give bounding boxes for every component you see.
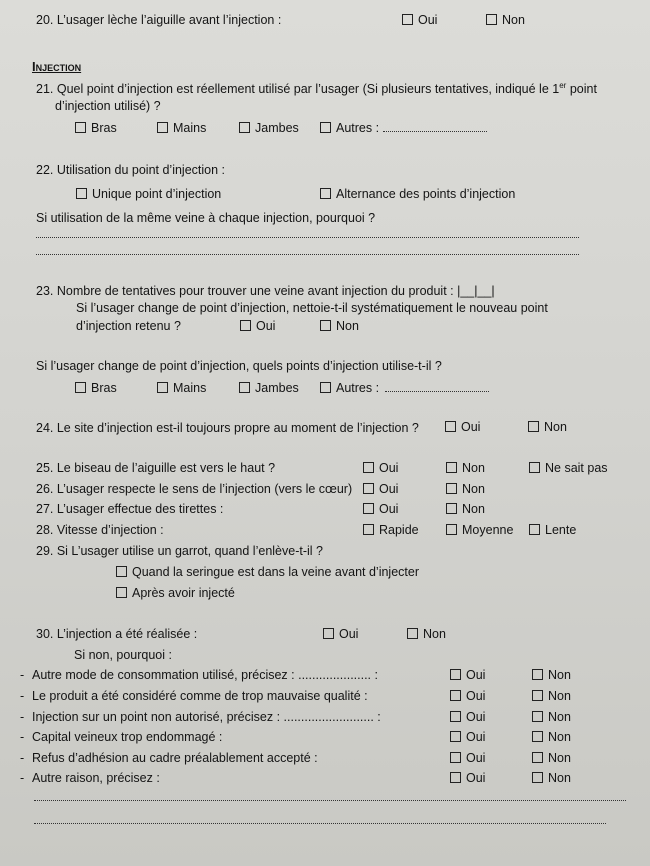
option-label: Oui xyxy=(461,420,481,434)
q24-oui[interactable] xyxy=(445,419,480,435)
option-label: Ne sait pas xyxy=(545,461,608,475)
checkbox[interactable] xyxy=(402,14,413,25)
option-label: Jambes xyxy=(255,381,299,395)
reason-non[interactable] xyxy=(532,750,571,766)
checkbox[interactable] xyxy=(532,731,543,742)
reason-label: Refus d’adhésion au cadre préalablement accepté : xyxy=(32,751,318,765)
checkbox[interactable] xyxy=(445,421,456,432)
list-bullet: - xyxy=(20,689,25,703)
reason-label: Le produit a été considéré comme de trop mauvaise qualité : xyxy=(32,689,368,703)
q30-non[interactable] xyxy=(407,626,446,642)
list-bullet: - xyxy=(20,710,25,724)
option-label: Non xyxy=(548,751,571,765)
checkbox[interactable] xyxy=(450,752,461,763)
option-label: Quand la seringue est dans la veine avant d’injecter xyxy=(132,565,419,579)
q27-text: 27. L’usager effectue des tirettes : xyxy=(36,502,224,516)
reason-non[interactable] xyxy=(532,667,571,683)
reason-label: Capital veineux trop endommagé : xyxy=(32,730,223,744)
q23-sub1: Si l’usager change de point d’injection, nettoie-t-il systématiquement le nouveau point xyxy=(76,301,548,315)
q30-answer-line2[interactable] xyxy=(34,823,606,824)
checkbox[interactable] xyxy=(450,772,461,783)
option-label: Lente xyxy=(545,523,577,537)
reason-label: Autre raison, précisez : xyxy=(32,771,160,785)
q28-text: 28. Vitesse d’injection : xyxy=(36,523,164,537)
checkbox[interactable] xyxy=(446,503,457,514)
q28-rapide[interactable] xyxy=(363,522,419,538)
option-label: Non xyxy=(548,689,571,703)
option-label: Non xyxy=(462,461,485,475)
checkbox[interactable] xyxy=(486,14,497,25)
q26-non[interactable] xyxy=(446,481,485,497)
reason-non[interactable] xyxy=(532,709,571,725)
q30-answer-line1[interactable] xyxy=(34,800,626,801)
list-bullet: - xyxy=(20,668,25,682)
option-label: Oui xyxy=(379,461,399,475)
q23-jambes[interactable] xyxy=(239,380,299,396)
q21-autres-field[interactable] xyxy=(383,131,487,132)
q21-jambes[interactable] xyxy=(239,120,299,136)
q21-autres[interactable] xyxy=(320,120,379,136)
q28-lente[interactable] xyxy=(529,522,576,538)
option-label: point xyxy=(566,82,597,96)
reason-label: Autre mode de consommation utilisé, précisez : ..................... : xyxy=(32,668,378,682)
checkbox[interactable] xyxy=(240,320,251,331)
reason-non[interactable] xyxy=(532,770,571,786)
option-label: Autres : xyxy=(336,381,380,395)
checkbox[interactable] xyxy=(450,731,461,742)
q25-oui[interactable] xyxy=(363,460,398,476)
checkbox[interactable] xyxy=(529,524,540,535)
q23-non[interactable] xyxy=(320,318,359,334)
q23-mains[interactable] xyxy=(157,380,206,396)
checkbox[interactable] xyxy=(532,690,543,701)
option-label: Unique point d’injection xyxy=(92,187,222,201)
q27-non[interactable] xyxy=(446,501,485,517)
checkbox[interactable] xyxy=(116,587,127,598)
checkbox[interactable] xyxy=(320,382,331,393)
option-label: Non xyxy=(462,502,485,516)
checkbox[interactable] xyxy=(76,188,87,199)
q23-text: 23. Nombre de tentatives pour trouver une veine avant injection du produit : |__|__| xyxy=(36,284,495,298)
option-label: Non xyxy=(423,627,446,641)
checkbox[interactable] xyxy=(239,122,250,133)
q29-opt2[interactable] xyxy=(116,585,235,601)
option-label: Non xyxy=(548,771,571,785)
q23-bras[interactable] xyxy=(75,380,117,396)
q22-unique[interactable] xyxy=(76,186,221,202)
option-label: Non xyxy=(548,668,571,682)
checkbox[interactable] xyxy=(532,772,543,783)
option-label: er xyxy=(559,80,567,90)
option-label: Oui xyxy=(339,627,359,641)
q27-oui[interactable] xyxy=(363,501,398,517)
option-label: Oui xyxy=(379,502,399,516)
checkbox[interactable] xyxy=(528,421,539,432)
option-label: Oui xyxy=(466,730,486,744)
option-label: Oui xyxy=(379,482,399,496)
option-label: 21. Quel point d’injection est réellement utilisé par l’usager (Si plusieurs tentatives, indiqué le 1 xyxy=(36,82,560,96)
q29-opt1[interactable] xyxy=(116,564,419,580)
checkbox[interactable] xyxy=(320,122,331,133)
q25-nsp[interactable] xyxy=(529,460,608,476)
option-label: Oui xyxy=(466,668,486,682)
list-bullet: - xyxy=(20,730,25,744)
q20-oui[interactable] xyxy=(402,12,437,28)
option-label: Oui xyxy=(466,689,486,703)
q25-text: 25. Le biseau de l’aiguille est vers le haut ? xyxy=(36,461,276,475)
option-label: Non xyxy=(544,420,567,434)
option-label: Oui xyxy=(418,13,438,27)
option-label: Oui xyxy=(466,771,486,785)
q22-why: Si utilisation de la même veine à chaque injection, pourquoi ? xyxy=(36,211,376,225)
option-label: Rapide xyxy=(379,523,419,537)
list-bullet: - xyxy=(20,751,25,765)
q23-oui[interactable] xyxy=(240,318,275,334)
q22-text: 22. Utilisation du point d’injection : xyxy=(36,163,226,177)
checkbox[interactable] xyxy=(320,188,331,199)
reason-oui[interactable] xyxy=(450,729,485,745)
option-label: Non xyxy=(336,319,359,333)
q23-autres-field[interactable] xyxy=(385,391,489,392)
reason-oui[interactable] xyxy=(450,750,485,766)
checkbox[interactable] xyxy=(363,462,374,473)
list-bullet: - xyxy=(20,771,25,785)
q23-autres[interactable] xyxy=(320,380,379,396)
reason-oui[interactable] xyxy=(450,667,485,683)
option-label: Mains xyxy=(173,121,207,135)
q24-non[interactable] xyxy=(528,419,567,435)
option-label: Alternance des points d’injection xyxy=(336,187,516,201)
checkbox[interactable] xyxy=(157,122,168,133)
option-label: Bras xyxy=(91,121,117,135)
checkbox[interactable] xyxy=(320,320,331,331)
q30-oui[interactable] xyxy=(323,626,358,642)
checkbox[interactable] xyxy=(363,503,374,514)
option-label: Oui xyxy=(256,319,276,333)
q22-why-line1[interactable] xyxy=(36,237,579,238)
q30-text: 30. L’injection a été réalisée : xyxy=(36,627,198,641)
checkbox[interactable] xyxy=(529,462,540,473)
checkbox[interactable] xyxy=(446,462,457,473)
option-label: Après avoir injecté xyxy=(132,586,235,600)
q21-mains[interactable] xyxy=(157,120,206,136)
reason-oui[interactable] xyxy=(450,688,485,704)
option-label: Non xyxy=(462,482,485,496)
checkbox[interactable] xyxy=(363,483,374,494)
reason-non[interactable] xyxy=(532,688,571,704)
checkbox[interactable] xyxy=(75,382,86,393)
option-label: Non xyxy=(548,710,571,724)
option-label: Mains xyxy=(173,381,207,395)
option-label: Oui xyxy=(466,751,486,765)
q30-ifnot: Si non, pourquoi : xyxy=(74,648,172,662)
reason-non[interactable] xyxy=(532,729,571,745)
checkbox[interactable] xyxy=(363,524,374,535)
reason-oui[interactable] xyxy=(450,770,485,786)
q29-text: 29. Si L’usager utilise un garrot, quand l’enlève-t-il ? xyxy=(36,544,323,558)
q23-follow: Si l’usager change de point d’injection, quels points d’injection utilise-t-il ? xyxy=(36,359,442,373)
option-label: Non xyxy=(548,730,571,744)
checkbox[interactable] xyxy=(450,690,461,701)
section-heading: Injection xyxy=(32,59,82,74)
q21-line1 xyxy=(36,81,597,97)
option-label: Jambes xyxy=(255,121,299,135)
checkbox[interactable] xyxy=(116,566,127,577)
option-label: Autres : xyxy=(336,121,380,135)
option-label: Moyenne xyxy=(462,523,514,537)
option-label: Oui xyxy=(466,710,486,724)
q25-non[interactable] xyxy=(446,460,485,476)
checkbox[interactable] xyxy=(532,752,543,763)
option-label: Bras xyxy=(91,381,117,395)
q26-oui[interactable] xyxy=(363,481,398,497)
q20-text: 20. L’usager lèche l’aiguille avant l’injection : xyxy=(36,13,282,27)
checkbox[interactable] xyxy=(239,382,250,393)
q26-text: 26. L’usager respecte le sens de l’injection (vers le cœur) xyxy=(36,482,353,496)
q23-sub2: d’injection retenu ? xyxy=(76,319,181,333)
checkbox[interactable] xyxy=(407,628,418,639)
q22-alternance[interactable] xyxy=(320,186,515,202)
checkbox[interactable] xyxy=(532,669,543,680)
checkbox[interactable] xyxy=(157,382,168,393)
option-label: Non xyxy=(502,13,525,27)
checkbox[interactable] xyxy=(323,628,334,639)
checkbox[interactable] xyxy=(532,711,543,722)
q21-bras[interactable] xyxy=(75,120,117,136)
checkbox[interactable] xyxy=(450,669,461,680)
checkbox[interactable] xyxy=(450,711,461,722)
reason-oui[interactable] xyxy=(450,709,485,725)
checkbox[interactable] xyxy=(75,122,86,133)
q22-why-line2[interactable] xyxy=(36,254,579,255)
q21-line2: d’injection utilisé) ? xyxy=(55,99,161,113)
q28-moyenne[interactable] xyxy=(446,522,513,538)
q24-text: 24. Le site d’injection est-il toujours propre au moment de l’injection ? xyxy=(36,421,419,435)
q20-non[interactable] xyxy=(486,12,525,28)
checkbox[interactable] xyxy=(446,524,457,535)
checkbox[interactable] xyxy=(446,483,457,494)
reason-label: Injection sur un point non autorisé, précisez : .......................... : xyxy=(32,710,381,724)
